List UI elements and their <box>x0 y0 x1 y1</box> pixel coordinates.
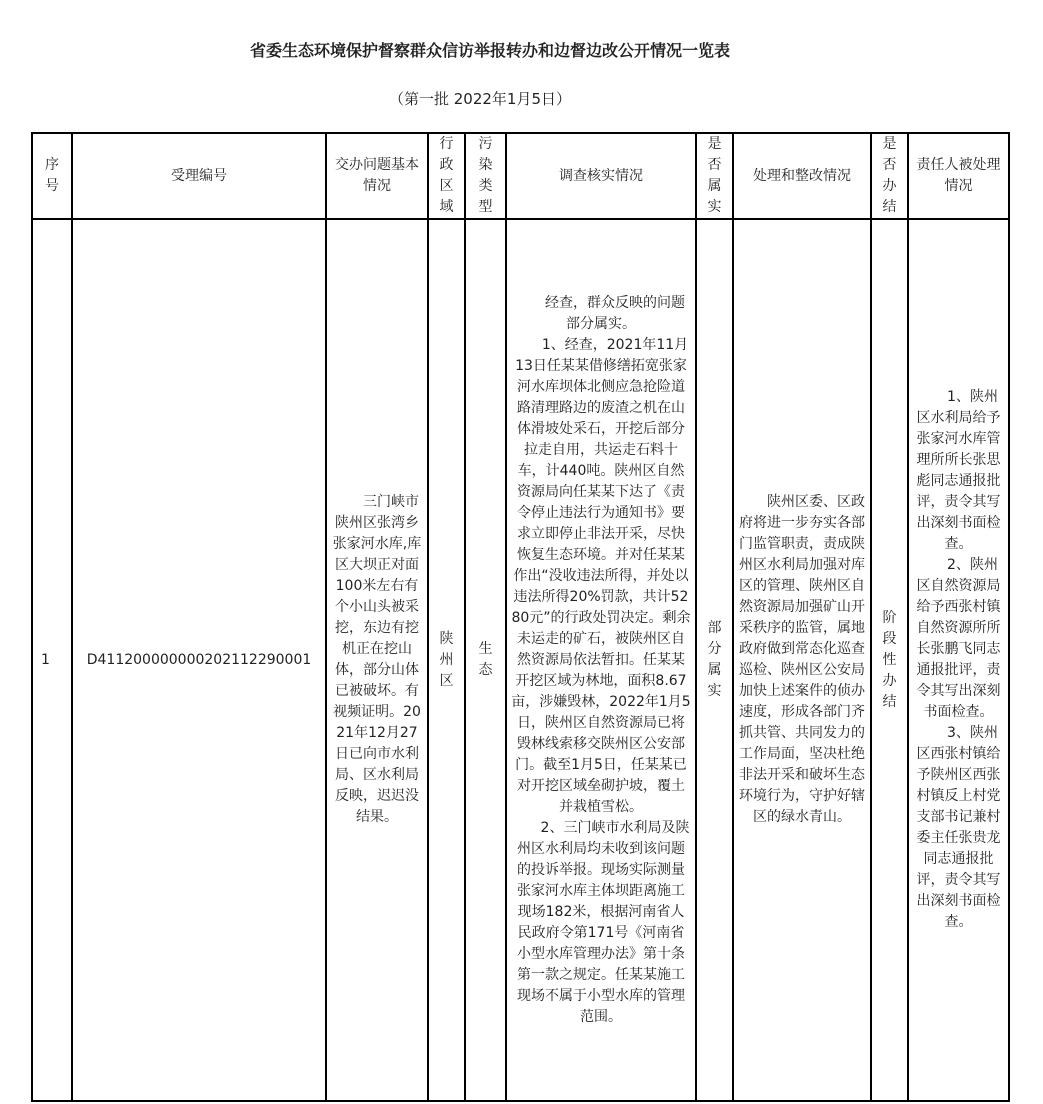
header-accountability: 责任人被处理情况 <box>908 133 1009 219</box>
cell-region: 陕州区 <box>428 219 465 1101</box>
report-table <box>31 132 1010 1102</box>
header-closed: 是否办结 <box>871 133 908 219</box>
cell-accountability <box>908 219 1009 1101</box>
header-handling: 处理和整改情况 <box>733 133 871 219</box>
investigation-paragraph: 经查，群众反映的问题部分属实。 <box>545 294 685 332</box>
batch-subtitle: （第一批 2022年1月5日） <box>388 90 572 108</box>
header-investigation: 调查核实情况 <box>506 133 696 219</box>
table-row <box>32 219 1009 1101</box>
cell-seq: 1 <box>32 219 72 1101</box>
accountability-paragraph: 3、陕州区西张村镇给予陕州区西张村镇反上村党支部书记兼村委主任张贵龙同志通报批评，责令其写出深刻书面检查。 <box>916 725 1001 930</box>
header-verified: 是否属实 <box>696 133 733 219</box>
header-seq: 序号 <box>32 133 72 219</box>
header-region: 行政区域 <box>428 133 465 219</box>
handling-text: 陕州区委、区政府将进一步夯实各部门监管职责，责成陕州区水利局加强对库区的管理、陕州区自然资源局加强矿山开采秩序的监管，属地政府做到常态化巡查巡检、陕州区公安局加快上述案件的侦办速度，形成各部门齐抓共管、共同发力的工作局面，坚决杜绝非法开采和破坏生态环境行为，守护好辖区的绿水青山。 <box>739 494 865 825</box>
accountability-paragraph: 1、陕州区水利局给予张家河水库管理所所长张思彪同志通报批评，责令其写出深刻书面检查。 <box>916 389 1001 552</box>
investigation-paragraph: 2、三门峡市水利局及陕州区水利局均未收到该问题的投诉举报。现场实际测量张家河水库主体坝距离施工现场182米，根据河南省人民政府令第171号《河南省小型水库管理办法》第十条第一款之规定。任某某施工现场不属于小型水库的管理范围。 <box>517 819 690 1025</box>
cell-pollution: 生态 <box>465 219 506 1101</box>
page-title: 省委生态环境保护督察群众信访举报转办和边督边改公开情况一览表 <box>249 41 730 60</box>
header-case-no: 受理编号 <box>72 133 326 219</box>
header-issue: 交办问题基本情况 <box>326 133 428 219</box>
cell-handling <box>733 219 871 1101</box>
cell-investigation <box>506 219 696 1101</box>
cell-case-no: D411200000000202112290001 <box>72 219 326 1101</box>
issue-text: 三门峡市陕州区张湾乡张家河水库,库区大坝正对面100米左右有个小山头被采挖，东边有挖机正在挖山体，部分山体已被破坏。有视频证明。2021年12月27日已向市水利局、区水利局反映，迟迟没结果。 <box>332 494 422 825</box>
cell-verified: 部分属实 <box>696 219 733 1101</box>
investigation-paragraph: 1、经查，2021年11月13日任某某借修缮拓宽张家河水库坝体北侧应急抢险道路清理路边的废渣之机在山体滑坡处采石，开挖后部分拉走自用，共运走石料十车，计440吨。陕州区自然资源局向任某某下达了《责令停止违法行为通知书》要求立即停止非法开采，尽快恢复生态环境。并对任某某作出“没收违法所得，并处以违法所得20%罚款，共计5280元”的行政处罚决定。剩余未运走的矿石，被陕州区自然资源局依法暂扣。任某某开挖区域为林地，面积8.67亩，涉嫌毁林，2022年1月5日，陕州区自然资源局已将毁林线索移交陕州区公安部门。截至1月5日，任某某已对开挖区域垒砌护坡，覆土并栽植雪松。 <box>511 336 691 815</box>
table-header-row <box>32 133 1009 219</box>
accountability-paragraph: 2、陕州区自然资源局给予西张村镇自然资源所所长张鹏飞同志通报批评，责令其写出深刻书面检查。 <box>916 557 1001 720</box>
header-pollution: 污染类型 <box>465 133 506 219</box>
cell-closed: 阶段性办结 <box>871 219 908 1101</box>
cell-issue <box>326 219 428 1101</box>
